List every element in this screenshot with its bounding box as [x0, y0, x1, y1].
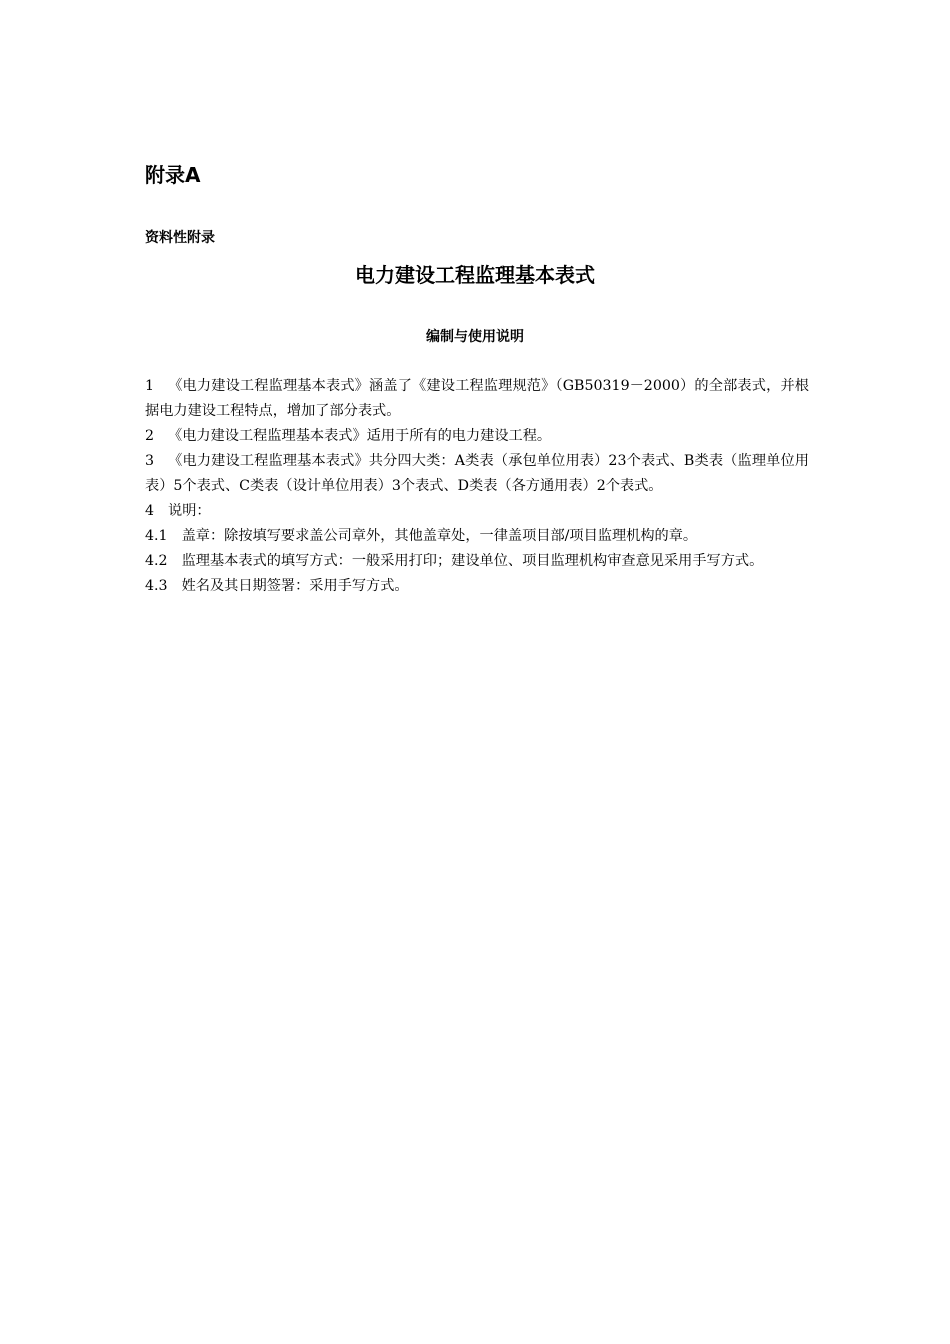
- paragraph-1: [145, 374, 809, 424]
- instructions-body: [145, 374, 809, 599]
- paragraph-text: 说明：: [168, 503, 211, 519]
- paragraph-4-1: [145, 524, 809, 549]
- paragraph-text: 《电力建设工程监理基本表式》共分四大类：A类表（承包单位用表）23个表式、B类表（监理单位用表）5个表式、C类表（设计单位用表）3个表式、D类表（各方通用表）2个表式。: [145, 453, 809, 494]
- paragraph-4-3: [145, 574, 809, 599]
- paragraph-number: 4.1: [145, 528, 168, 544]
- document-title: 电力建设工程监理基本表式: [355, 263, 595, 287]
- paragraph-3: [145, 449, 809, 499]
- paragraph-number: 4.2: [145, 553, 168, 569]
- appendix-type: 资料性附录: [145, 230, 215, 246]
- paragraph-text: 盖章：除按填写要求盖公司章外，其他盖章处，一律盖项目部/项目监理机构的章。: [181, 528, 698, 544]
- paragraph-text: 《电力建设工程监理基本表式》涵盖了《建设工程监理规范》（GB50319－2000）的全部表式，并根据电力建设工程特点，增加了部分表式。: [145, 378, 809, 419]
- paragraph-4: [145, 499, 809, 524]
- paragraph-text: 《电力建设工程监理基本表式》适用于所有的电力建设工程。: [168, 428, 552, 444]
- paragraph-number: 1: [145, 378, 155, 394]
- paragraph-number: 4: [145, 503, 155, 519]
- section-title: 编制与使用说明: [426, 329, 524, 345]
- appendix-label: 附录A: [145, 163, 201, 187]
- paragraph-text: 监理基本表式的填写方式：一般采用打印；建设单位、项目监理机构审查意见采用手写方式。: [181, 553, 764, 569]
- paragraph-number: 2: [145, 428, 155, 444]
- paragraph-number: 4.3: [145, 578, 168, 594]
- paragraph-4-2: [145, 549, 809, 574]
- paragraph-2: [145, 424, 809, 449]
- paragraph-number: 3: [145, 453, 155, 469]
- paragraph-text: 姓名及其日期签署：采用手写方式。: [181, 578, 409, 594]
